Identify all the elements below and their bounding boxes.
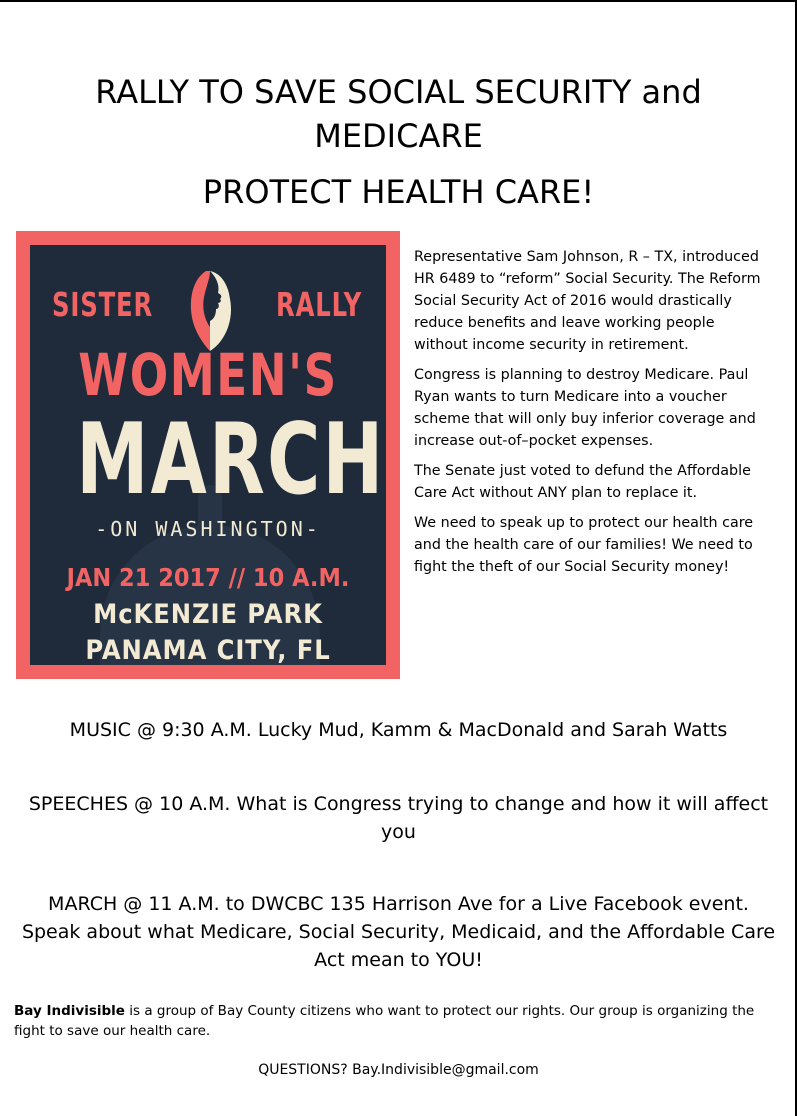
poster-city: PANAMA CITY, FL [85, 635, 331, 665]
info-paragraph-social-security: Representative Sam Johnson, R – TX, introduced HR 6489 to “reform” Social Security. The Reform Social Security Act of 2016 would drastically reduce benefits and leave working people without income security in retirement. [414, 249, 761, 353]
poster-womens-text: WOMEN'S [78, 341, 338, 409]
about-text: is a group of Bay County citizens who want to protect our rights. Our group is organizing the fight to save our health care. [14, 1003, 755, 1039]
title-line-1: RALLY TO SAVE SOCIAL SECURITY and [95, 73, 702, 111]
poster-inner [30, 245, 386, 665]
schedule-speeches: SPEECHES @ 10 A.M. What is Congress trying to change and how it will affect you [28, 793, 769, 843]
title-line-2: MEDICARE [314, 117, 483, 155]
schedule-music: MUSIC @ 9:30 A.M. Lucky Mud, Kamm & MacDonald and Sarah Watts [69, 719, 728, 741]
info-paragraph-aca: The Senate just voted to defund the Affordable Care Act without ANY plan to replace it. [414, 463, 751, 501]
info-paragraph-medicare: Congress is planning to destroy Medicare. Paul Ryan wants to turn Medicare into a voucher scheme that will only buy inferior coverage and increase out-of–pocket expenses. [414, 367, 756, 449]
about-organization [14, 1001, 774, 1041]
poster-date-time: JAN 21 2017 // 10 A.M. [66, 563, 350, 592]
schedule-march: MARCH @ 11 A.M. to DWCBC 135 Harrison Ave for a Live Facebook event. Speak about what Medicare, Social Security, Medicaid, and the Affordable Care Act mean to YOU! [21, 893, 776, 971]
top-border [0, 0, 797, 2]
title-line-3: PROTECT HEALTH CARE! [202, 173, 595, 211]
page-title [20, 70, 777, 214]
poster-on-washington-text: -ON WASHINGTON- [95, 517, 321, 541]
info-paragraph-speak-up: We need to speak up to protect our health care and the health care of our families! We need to fight the theft of our Social Security money! [414, 515, 754, 575]
poster-header-row [30, 267, 386, 347]
poster-march-text: MARCH [76, 403, 386, 517]
poster-park: McKENZIE PARK [93, 599, 323, 630]
info-column [414, 246, 770, 586]
questions-contact: QUESTIONS? Bay.Indivisible@gmail.com [258, 1062, 539, 1078]
poster-rally-text: RALLY [276, 285, 363, 324]
poster-sister-text: SISTER [52, 285, 154, 324]
womens-march-poster [16, 231, 400, 679]
organization-name: Bay Indivisible [14, 1003, 125, 1019]
